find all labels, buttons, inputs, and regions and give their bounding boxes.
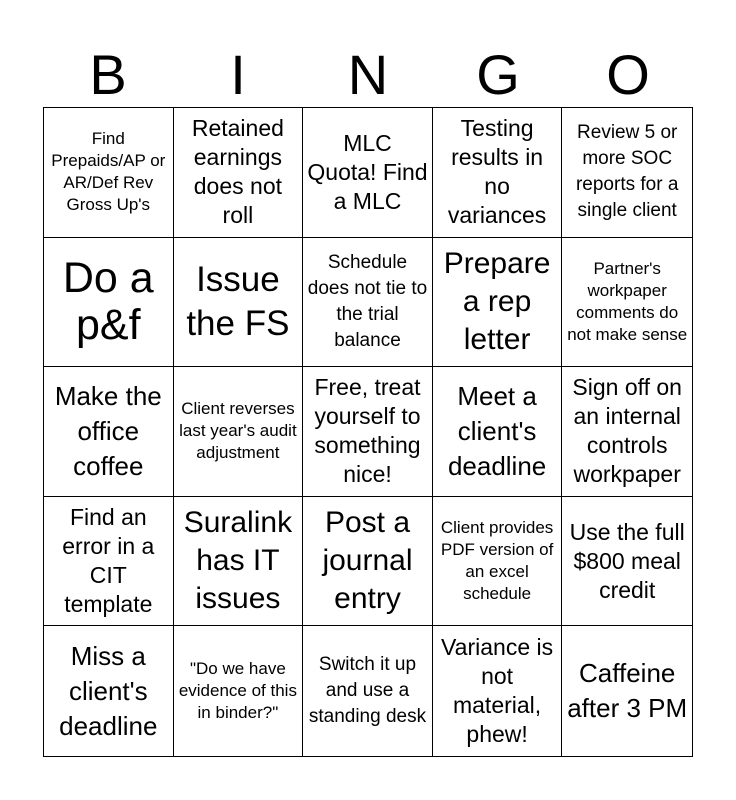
cell-text: Make the office coffee	[54, 380, 162, 481]
bingo-cell-r5c4[interactable]	[433, 626, 563, 756]
cell-text: "Do we have evidence of this in binder?"	[178, 659, 297, 723]
bingo-cell-r2c1[interactable]	[44, 238, 174, 368]
bingo-cell-r2c3[interactable]	[303, 238, 433, 368]
cell-text: Prepare a rep letter	[443, 246, 551, 356]
bingo-cell-r1c3[interactable]	[303, 108, 433, 238]
bingo-cell-r4c1[interactable]	[44, 497, 174, 627]
bingo-cell-r2c4[interactable]	[433, 238, 563, 368]
bingo-cell-r2c5[interactable]	[562, 238, 692, 368]
cell-text: Switch it up and use a standing desk	[308, 654, 427, 728]
cell-text: Free, treat yourself to something nice!	[314, 374, 421, 488]
header-letter-o: O	[606, 43, 650, 106]
header-letter-i: I	[230, 43, 246, 106]
bingo-cell-r1c1[interactable]	[44, 108, 174, 238]
header-letter-b: B	[89, 43, 127, 106]
cell-text: Suralink has IT issues	[183, 506, 293, 616]
cell-text: Do a p&f	[62, 253, 154, 349]
cell-text: Meet a client's deadline	[447, 380, 547, 481]
bingo-board	[43, 107, 693, 757]
cell-text: Use the full $800 meal credit	[569, 518, 685, 603]
bingo-cell-r5c5[interactable]	[562, 626, 692, 756]
bingo-cell-r4c5[interactable]	[562, 497, 692, 627]
cell-text: Sign off on an internal controls workpaper	[572, 374, 682, 488]
bingo-cell-r1c5[interactable]	[562, 108, 692, 238]
cell-text: Review 5 or more SOC reports for a single client	[575, 122, 679, 222]
bingo-cell-r4c2[interactable]	[174, 497, 304, 627]
cell-text: Client reverses last year's audit adjustment	[179, 399, 297, 463]
cell-text: Caffeine after 3 PM	[567, 658, 688, 724]
bingo-header	[43, 44, 693, 106]
bingo-cell-r3c1[interactable]	[44, 367, 174, 497]
bingo-cell-r3c2[interactable]	[174, 367, 304, 497]
bingo-cell-r5c2[interactable]	[174, 626, 304, 756]
bingo-cell-r1c2[interactable]	[174, 108, 304, 238]
bingo-cell-r3c5[interactable]	[562, 367, 692, 497]
bingo-cell-r2c2[interactable]	[174, 238, 304, 368]
bingo-cell-r4c4[interactable]	[433, 497, 563, 627]
cell-text: MLC Quota! Find a MLC	[307, 129, 428, 214]
cell-text: Client provides PDF version of an excel schedule	[440, 518, 554, 604]
bingo-cell-r4c3[interactable]	[303, 497, 433, 627]
bingo-cell-r3c3[interactable]	[303, 367, 433, 497]
cell-text: Find an error in a CIT template	[62, 504, 155, 618]
cell-text: Partner's workpaper comments do not make sense	[567, 258, 688, 344]
cell-text: Testing results in no variances	[447, 115, 547, 229]
header-letter-n: N	[347, 43, 389, 106]
cell-text: Variance is not material, phew!	[441, 634, 554, 748]
cell-text: Miss a client's deadline	[59, 640, 158, 741]
cell-text: Retained earnings does not roll	[191, 115, 284, 229]
cell-text: Post a journal entry	[322, 506, 413, 616]
header-letter-g: G	[476, 43, 520, 106]
bingo-cell-r3c4[interactable]	[433, 367, 563, 497]
cell-text: Schedule does not tie to the trial balance	[307, 251, 428, 351]
bingo-cell-r5c3[interactable]	[303, 626, 433, 756]
bingo-cell-r1c4[interactable]	[433, 108, 563, 238]
bingo-cell-r5c1[interactable]	[44, 626, 174, 756]
cell-text: Find Prepaids/AP or AR/Def Rev Gross Up's	[51, 129, 166, 215]
cell-text: Issue the FS	[186, 259, 290, 343]
